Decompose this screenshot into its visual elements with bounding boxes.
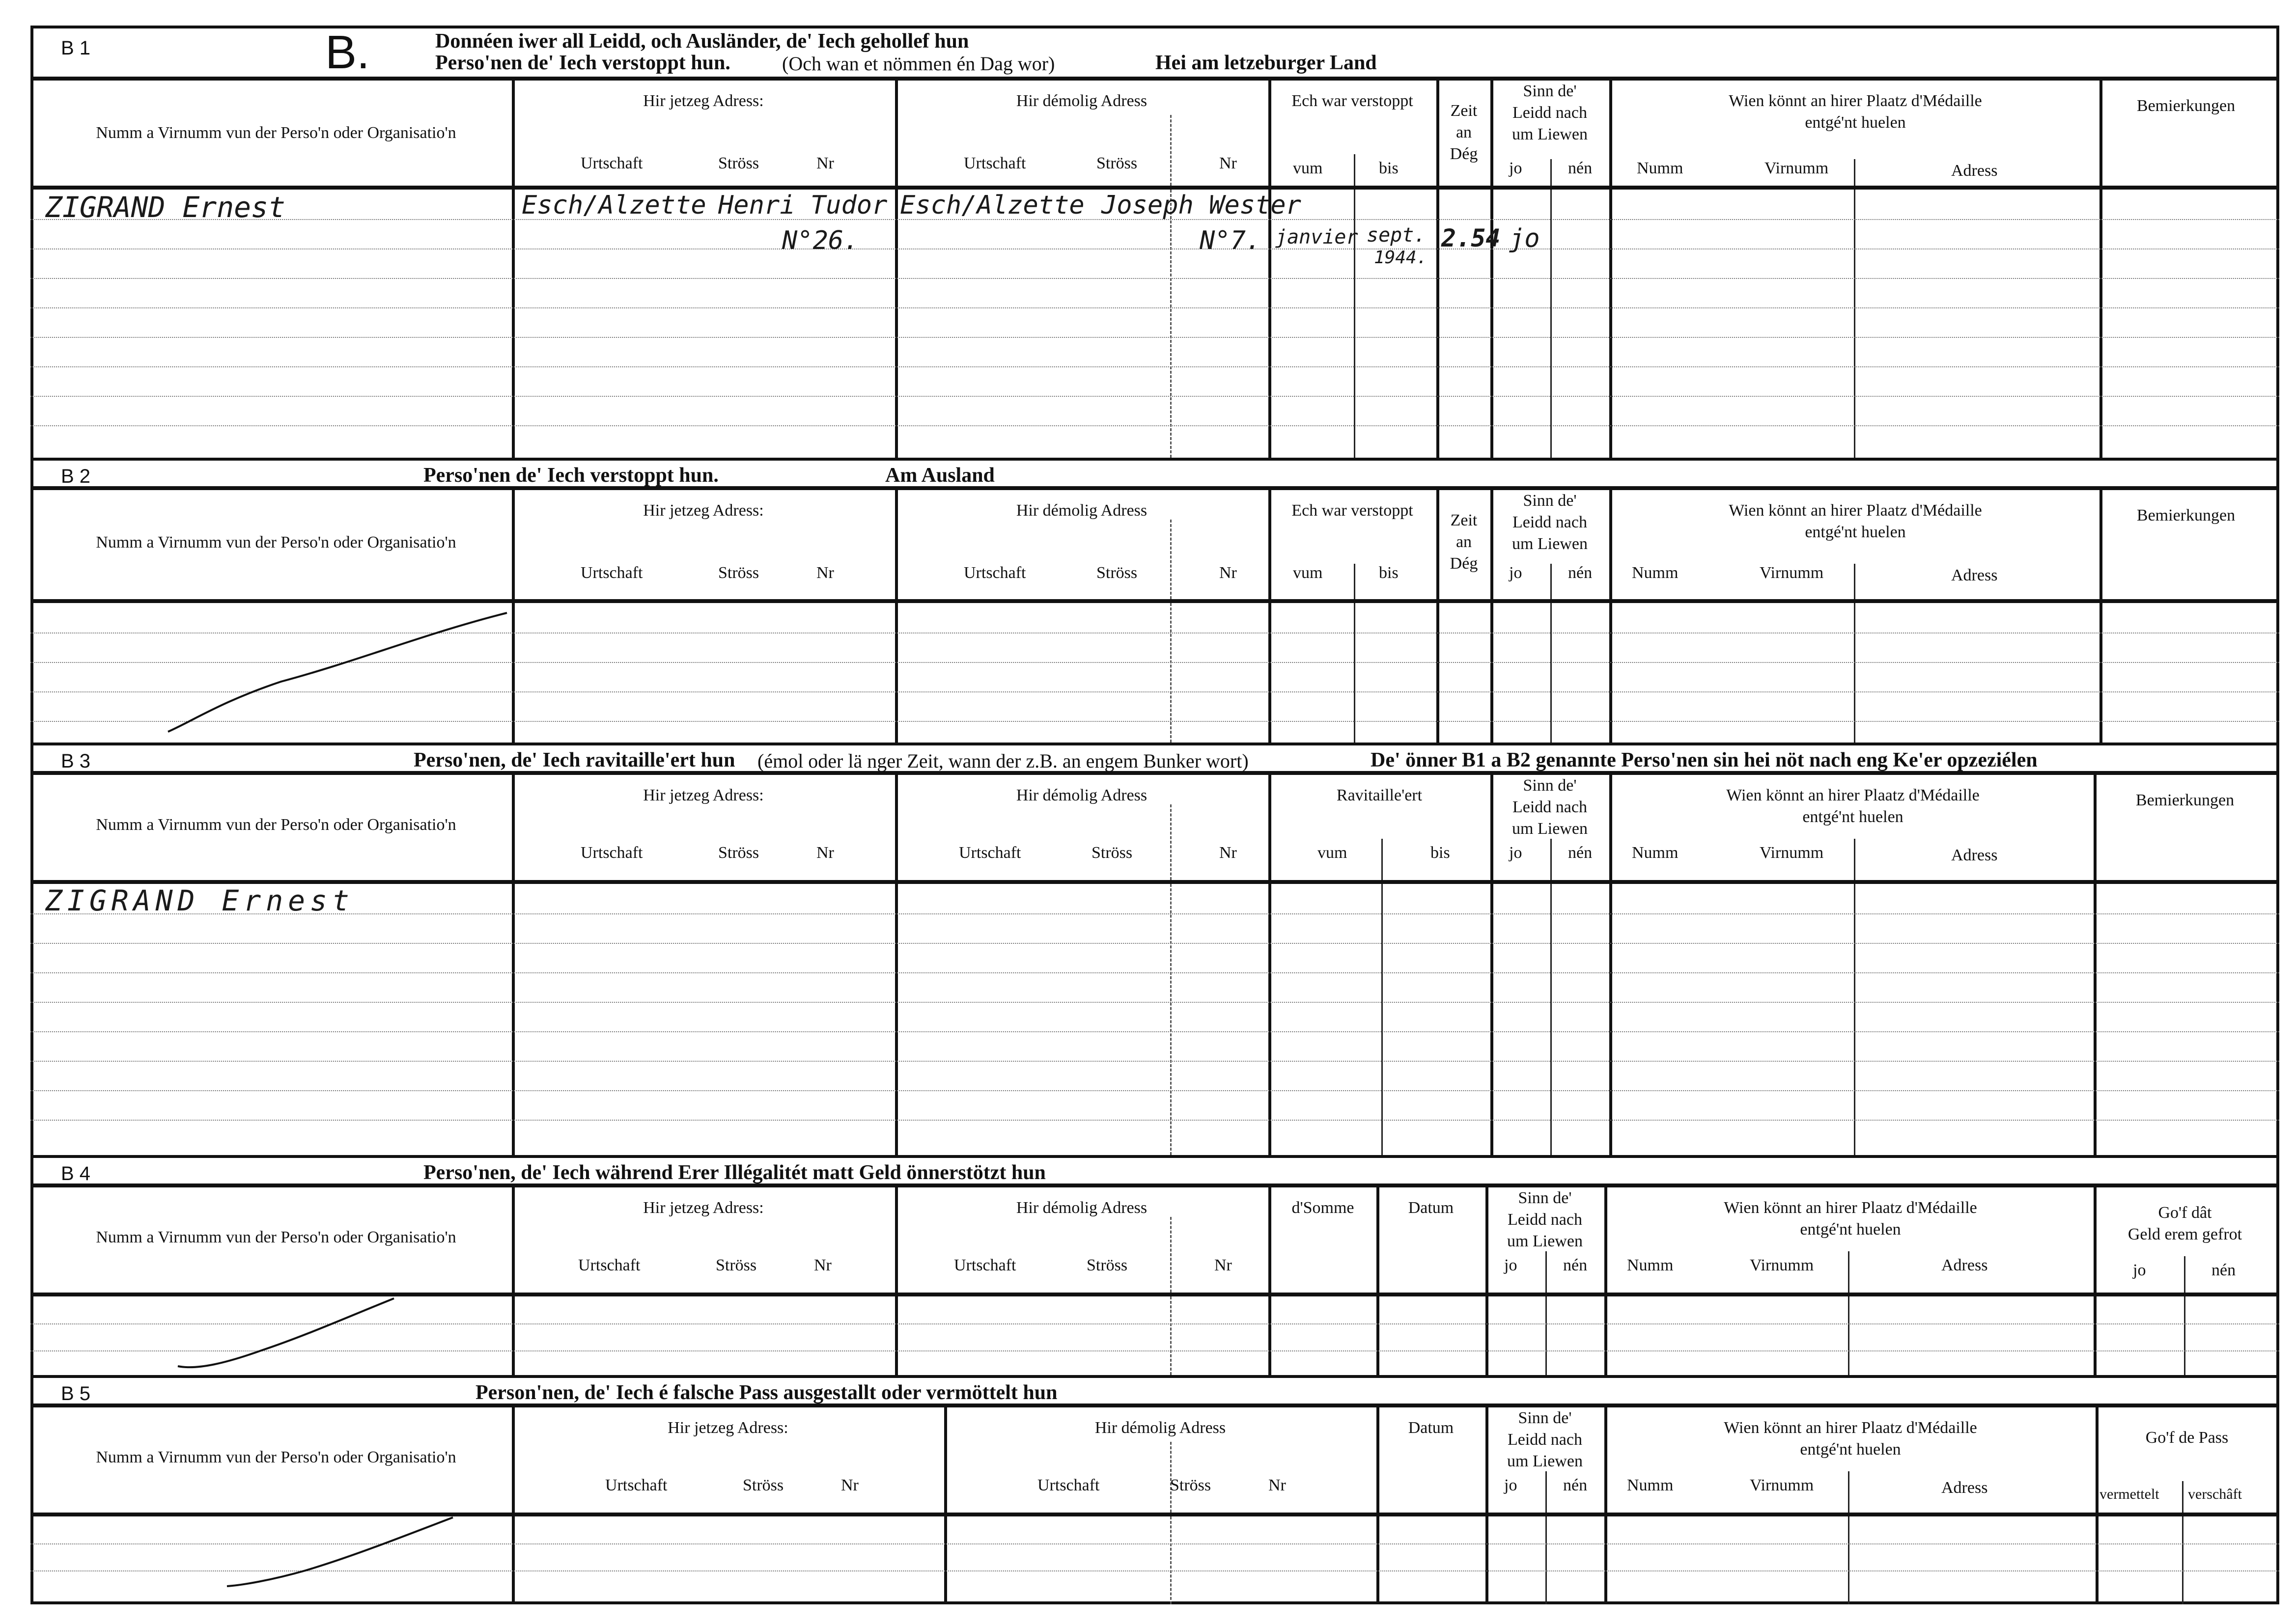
header-number: Nr	[816, 154, 834, 172]
header-medal-address: Adress	[1951, 162, 1998, 180]
header-number: Nr	[841, 1476, 859, 1494]
header-yes: jo	[1509, 564, 1522, 582]
header-mediated: vermettelt	[2099, 1486, 2159, 1502]
header-town: Urtschaft	[959, 844, 1021, 862]
header-from: vum	[1293, 159, 1323, 177]
header-remarks: Bemierkungen	[2136, 97, 2236, 115]
header-town: Urtschaft	[964, 564, 1026, 582]
section-title-end: De' önner B1 a B2 genannte Perso'nen sin hei nöt nach eng Ke'er opzeziélen	[1371, 749, 2038, 771]
header-yes: jo	[1504, 1256, 1517, 1274]
header-no: nén	[1568, 844, 1593, 862]
section-band	[30, 1155, 2279, 1187]
header-money-2: Geld erem gefrot	[2127, 1225, 2242, 1243]
header-number: Nr	[1219, 564, 1237, 582]
header-name: Numm a Virnumm vun der Perso'n oder Organisatio'n	[96, 1448, 456, 1466]
header-name: Numm a Virnumm vun der Perso'n oder Organisatio'n	[96, 1228, 456, 1246]
section-code: B 5	[61, 1383, 91, 1404]
header-medal-address: Adress	[1941, 1479, 1988, 1497]
header-former-address: Hir démolig Adress	[1094, 1419, 1226, 1437]
handwritten-former-town: Esch/Alzette	[900, 191, 1085, 220]
header-medal-first: Virnumm	[1760, 564, 1824, 582]
strike-through-line	[178, 1516, 473, 1595]
header-medal-2: entgé'nt huelen	[1800, 1440, 1901, 1459]
header-time: Zeit	[1450, 102, 1478, 120]
section-title-place: Hei am letzeburger Land	[1155, 52, 1377, 74]
header-town: Urtschaft	[964, 154, 1026, 172]
header-supplied: Ravitaille'ert	[1336, 786, 1423, 804]
header-given: verschâft	[2188, 1486, 2242, 1502]
header-money-1: Go'f dât	[2158, 1204, 2212, 1222]
header-medal-first: Virnumm	[1750, 1256, 1814, 1274]
header-days: Dég	[1450, 554, 1478, 573]
header-medal-1: Wien könnt an hirer Plaatz d'Médaille	[1724, 1419, 1977, 1437]
handwritten-name: ZIGRAND Ernest	[45, 884, 354, 917]
b1-header	[30, 77, 2279, 190]
header-date: Datum	[1408, 1419, 1454, 1437]
b3-body	[30, 884, 2279, 1155]
handwritten-former-number: N°7.	[1200, 226, 1261, 255]
header-medal-1: Wien könnt an hirer Plaatz d'Médaille	[1729, 501, 1982, 520]
header-pass: Go'f de Pass	[2145, 1429, 2229, 1447]
section-code: B 4	[61, 1163, 91, 1184]
header-medal-address: Adress	[1951, 846, 1998, 864]
header-alive-3: um Liewen	[1507, 1452, 1583, 1470]
header-street: Ströss	[1170, 1476, 1211, 1494]
section-title: Perso'nen de' Iech verstoppt hun.	[423, 464, 719, 487]
header-alive-1: Sinn de'	[1523, 492, 1577, 510]
header-medal-2: entgé'nt huelen	[1802, 808, 1903, 826]
handwritten-to: sept.	[1367, 224, 1426, 247]
section-code: B 3	[61, 750, 91, 772]
section-code: B 1	[61, 37, 91, 59]
header-remarks: Bemierkungen	[2135, 791, 2235, 809]
section-title-line1: Donnéen iwer all Leidd, och Ausländer, de' Iech gehollef hun	[435, 30, 969, 53]
b5-body	[30, 1516, 2279, 1604]
header-hidden: Ech war verstoppt	[1291, 92, 1413, 110]
header-street: Ströss	[1096, 154, 1138, 172]
header-medal-name: Numm	[1627, 1476, 1674, 1494]
header-alive-2: Leidd nach	[1512, 798, 1587, 816]
header-current-address: Hir jetzeg Adress:	[643, 1199, 764, 1217]
header-yes: jo	[1504, 1476, 1517, 1494]
header-town: Urtschaft	[954, 1256, 1016, 1274]
header-town: Urtschaft	[581, 564, 643, 582]
handwritten-days: 2.54	[1441, 224, 1501, 252]
header-street: Ströss	[718, 844, 759, 862]
header-alive-2: Leidd nach	[1508, 1431, 1582, 1449]
header-name: Numm a Virnumm vun der Perso'n oder Organisatio'n	[96, 533, 456, 551]
header-alive-1: Sinn de'	[1518, 1189, 1572, 1207]
header-name: Numm a Virnumm vun der Perso'n oder Organisatio'n	[96, 816, 456, 834]
header-medal-name: Numm	[1632, 844, 1679, 862]
header-alive-2: Leidd nach	[1512, 104, 1587, 122]
header-former-address: Hir démolig Adress	[1016, 501, 1148, 520]
header-current-address: Hir jetzeg Adress:	[668, 1419, 788, 1437]
b2-header	[30, 490, 2279, 603]
header-sum: d'Somme	[1291, 1199, 1354, 1217]
header-medal-first: Virnumm	[1764, 159, 1829, 177]
header-alive-1: Sinn de'	[1523, 776, 1577, 795]
header-town: Urtschaft	[581, 154, 643, 172]
section-title: Perso'nen, de' Iech ravitaille'ert hun	[414, 749, 735, 771]
handwritten-current-number: N°26.	[782, 226, 859, 255]
header-yes: jo	[1509, 159, 1522, 177]
header-medal-2: entgé'nt huelen	[1805, 523, 1906, 541]
b3-header	[30, 775, 2279, 884]
header-alive-3: um Liewen	[1512, 820, 1588, 838]
b1-body	[30, 190, 2279, 458]
header-alive-1: Sinn de'	[1518, 1409, 1572, 1427]
header-medal-1: Wien könnt an hirer Plaatz d'Médaille	[1726, 786, 1980, 804]
header-alive-3: um Liewen	[1512, 535, 1588, 553]
header-town: Urtschaft	[578, 1256, 641, 1274]
section-b2	[30, 458, 2279, 743]
header-hidden: Ech war verstoppt	[1291, 501, 1413, 520]
header-current-address: Hir jetzeg Adress:	[643, 501, 764, 520]
header-name: Numm a Virnumm vun der Perso'n oder Organisatio'n	[96, 124, 456, 142]
header-medal-address: Adress	[1951, 566, 1998, 584]
header-no: nén	[1568, 159, 1593, 177]
section-b4	[30, 1155, 2279, 1375]
header-medal-first: Virnumm	[1760, 844, 1824, 862]
handwritten-former-street: Joseph Wester	[1101, 191, 1301, 220]
handwritten-name: ZIGRAND Ernest	[45, 191, 285, 224]
header-street: Ströss	[743, 1476, 784, 1494]
header-street: Ströss	[718, 564, 759, 582]
header-no: nén	[1563, 1256, 1588, 1274]
section-band	[30, 743, 2279, 775]
b4-body	[30, 1296, 2279, 1375]
header-medal-first: Virnumm	[1750, 1476, 1814, 1494]
section-b3	[30, 743, 2279, 1155]
section-title: Person'nen, de' Iech é falsche Pass ausgestallt oder vermöttelt hun	[476, 1381, 1058, 1404]
header-alive-2: Leidd nach	[1508, 1211, 1582, 1229]
header-an: an	[1455, 533, 1472, 551]
header-medal-2: entgé'nt huelen	[1805, 113, 1906, 132]
header-number: Nr	[816, 844, 834, 862]
header-number: Nr	[814, 1256, 832, 1274]
header-number: Nr	[1219, 844, 1237, 862]
header-medal-1: Wien könnt an hirer Plaatz d'Médaille	[1729, 92, 1982, 110]
section-title-note: (émol oder lä nger Zeit, wann der z.B. an engem Bunker wort)	[757, 750, 1249, 772]
header-alive-2: Leidd nach	[1512, 513, 1587, 531]
header-medal-1: Wien könnt an hirer Plaatz d'Médaille	[1724, 1199, 1977, 1217]
section-title-note: (Och wan et nömmen én Dag wor)	[782, 53, 1055, 75]
header-remarks: Bemierkungen	[2136, 506, 2236, 524]
handwritten-to-year: 1944.	[1374, 248, 1427, 268]
header-to: bis	[1379, 159, 1399, 177]
header-alive-1: Sinn de'	[1523, 82, 1577, 100]
header-current-address: Hir jetzeg Adress:	[643, 92, 764, 110]
header-medal-address: Adress	[1941, 1256, 1988, 1274]
header-yes: jo	[1509, 844, 1522, 862]
handwritten-current-town: Esch/Alzette	[522, 191, 706, 220]
b2-body	[30, 603, 2279, 743]
section-b5	[30, 1375, 2279, 1604]
header-no: nén	[2211, 1261, 2236, 1279]
header-an: an	[1455, 123, 1472, 141]
header-number: Nr	[1214, 1256, 1232, 1274]
section-b1	[30, 26, 2279, 458]
header-street: Ströss	[718, 154, 759, 172]
header-town: Urtschaft	[581, 844, 643, 862]
header-time: Zeit	[1450, 511, 1478, 529]
header-number: Nr	[816, 564, 834, 582]
section-band	[30, 1375, 2279, 1407]
header-number: Nr	[1219, 154, 1237, 172]
section-title-right: Am Ausland	[885, 464, 995, 487]
header-town: Urtschaft	[605, 1476, 668, 1494]
header-no: nén	[1563, 1476, 1588, 1494]
section-title-line2: Perso'nen de' Iech verstoppt hun.	[435, 52, 730, 74]
header-current-address: Hir jetzeg Adress:	[643, 786, 764, 804]
header-medal-name: Numm	[1637, 159, 1683, 177]
header-alive-3: um Liewen	[1512, 125, 1588, 143]
section-band	[30, 458, 2279, 490]
section-code: B 2	[61, 466, 91, 487]
handwritten-from: janvier	[1275, 226, 1358, 248]
header-street: Ströss	[1092, 844, 1133, 862]
header-town: Urtschaft	[1037, 1476, 1100, 1494]
strike-through-line	[143, 1296, 438, 1375]
header-medal-name: Numm	[1632, 564, 1679, 582]
header-to: bis	[1430, 844, 1450, 862]
strike-through-line	[134, 603, 281, 731]
header-yes: jo	[2133, 1261, 2146, 1279]
b4-header	[30, 1187, 2279, 1296]
handwritten-current-street: Henri Tudor	[718, 191, 888, 220]
header-former-address: Hir démolig Adress	[1016, 1199, 1148, 1217]
header-to: bis	[1379, 564, 1399, 582]
form-letter: B.	[325, 26, 370, 79]
header-days: Dég	[1450, 145, 1478, 163]
b5-header	[30, 1407, 2279, 1516]
header-date: Datum	[1408, 1199, 1454, 1217]
section-title: Perso'nen, de' Iech während Erer Illégalitét matt Geld önnerstötzt hun	[423, 1161, 1046, 1184]
header-street: Ströss	[1096, 564, 1138, 582]
header-number: Nr	[1268, 1476, 1286, 1494]
header-no: nén	[1568, 564, 1593, 582]
header-former-address: Hir démolig Adress	[1016, 786, 1148, 804]
header-street: Ströss	[716, 1256, 757, 1274]
header-from: vum	[1317, 844, 1347, 862]
header-from: vum	[1293, 564, 1323, 582]
header-former-address: Hir démolig Adress	[1016, 92, 1148, 110]
header-medal-name: Numm	[1627, 1256, 1674, 1274]
header-medal-2: entgé'nt huelen	[1800, 1220, 1901, 1239]
handwritten-alive: jo	[1509, 224, 1540, 253]
header-alive-3: um Liewen	[1507, 1232, 1583, 1250]
header-street: Ströss	[1087, 1256, 1128, 1274]
